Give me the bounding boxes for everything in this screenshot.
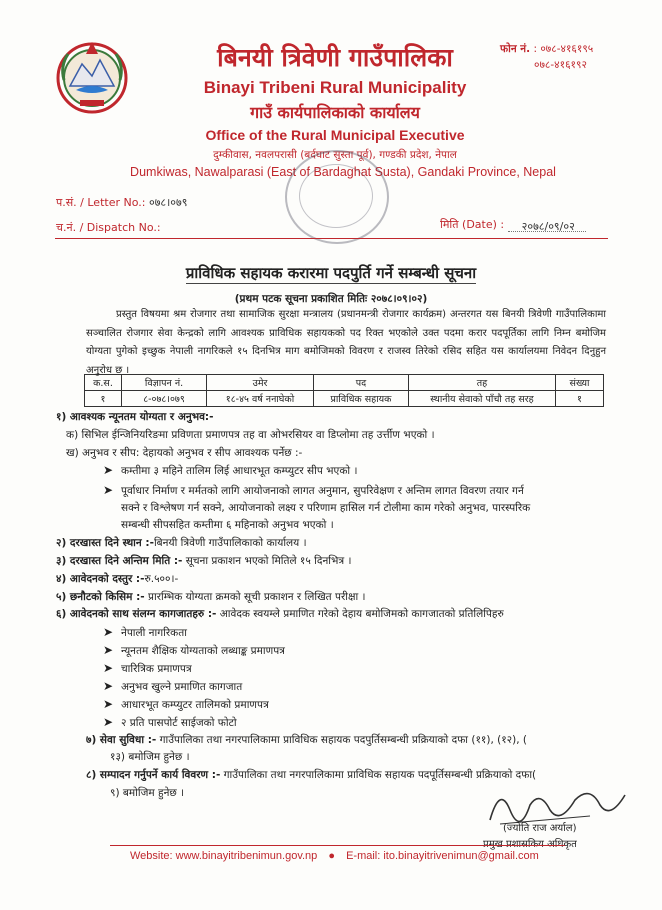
table-cell: १८-४५ वर्ष ननाघेको [207, 391, 314, 407]
table-cell: प्राविधिक सहायक [314, 391, 409, 407]
section-8-continuation: ९) बमोजिम हुनेछ । [110, 787, 185, 799]
arrow-bullet-icon: ➤ [103, 625, 114, 639]
arrow-bullet-icon: ➤ [103, 643, 114, 657]
section-6: ६) आवेदनको साथ संलग्न कागजातहरु :- आवेदक स्वयम्ले प्रमाणित गरेको देहाय बमोजिमको कागजातको प्रतिलिपिहरु [56, 608, 504, 620]
dispatch-label: च.नं. / Dispatch No.: [56, 221, 161, 234]
table-cell: ८-०७८।०७९ [122, 391, 207, 407]
list-item: ➤ आधारभूत कम्प्युटर तालिमको प्रमाणपत्र [103, 697, 269, 711]
phone-block: फोन नं. : ०७८-४१६१९५ ०७८-४१६१९२ [500, 43, 594, 71]
table-header: उमेर [207, 375, 314, 391]
list-item: ➤ कम्तीमा ३ महिने तालिम लिई आधारभूत कम्प्युटर सीप भएको । [103, 463, 358, 477]
dispatch-number [56, 220, 161, 235]
list-item: ➤ पूर्वाधार निर्माण र मर्मतको लागि आयोजनाको लागत अनुमान, सुपरिवेक्षण र अन्तिम लागत विवरण तयार गर्न [103, 483, 524, 497]
nepal-emblem-icon [52, 36, 132, 116]
footer-email: E-mail: ito.binayitrivenimun@gmail.com [346, 850, 539, 862]
footer [130, 850, 539, 862]
section-1-title: १) आवश्यक न्यूनतम योग्यता र अनुभव:- [56, 411, 214, 423]
vacancy-table [84, 374, 604, 407]
notice-title: प्राविधिक सहायक करारमा पदपुर्ति गर्ने सम्बन्धी सूचना [185, 264, 477, 282]
table-header: तह [409, 375, 556, 391]
phone-number-1: ०७८-४१६१९५ [540, 43, 594, 55]
phone-label: फोन नं. [500, 43, 531, 55]
letter-value: ०७८।०७९ [148, 196, 188, 209]
office-stamp [285, 150, 389, 244]
signatory-name: (ज्योति राज अर्याल) [503, 823, 577, 834]
table-cell: स्थानीय सेवाको पाँचौ तह सरह [409, 391, 556, 407]
letter-label: प.सं. / Letter No.: [56, 196, 146, 209]
arrow-bullet-icon: ➤ [103, 697, 114, 711]
section-2: २) दरखास्त दिने स्थान :-बिनयी त्रिवेणी गाउँपालिकाको कार्यालय । [56, 537, 307, 549]
office-title-en: Office of the Rural Municipal Executive [205, 127, 465, 143]
date-value: २०७८/०९/०२ [521, 220, 575, 233]
list-item: ➤ चारित्रिक प्रमाणपत्र [103, 661, 192, 675]
arrow-bullet-icon: ➤ [103, 661, 114, 675]
footer-website: Website: www.binayitribenimun.gov.np [130, 850, 318, 862]
municipality-title-en: Binayi Tribeni Rural Municipality [203, 78, 467, 97]
list-item: ➤ न्यूनतम शैक्षिक योग्यताको लब्धाङ्क प्रमाणपत्र [103, 643, 285, 657]
date-label: मिति (Date) : [440, 218, 505, 231]
signatory-title: प्रमुख प्रशासकिय अधिकृत [483, 839, 577, 850]
section-1-a: क) सिभिल ईन्जिनियरिङमा प्रविणता प्रमाणपत्र तह वा ओभरसियर वा डिप्लोमा तह उर्त्तीण भएको । [66, 429, 435, 441]
bullet-dot-icon: ● [328, 850, 336, 862]
arrow-bullet-icon: ➤ [103, 715, 114, 729]
list-item: ➤ नेपाली नागरिकता [103, 625, 187, 639]
arrow-bullet-icon: ➤ [103, 679, 114, 693]
phone-number-2: ०७८-४१६१९२ [534, 59, 587, 71]
list-item-continuation: सक्ने र विश्लेषण गर्न सक्ने, आयोजनाको लक्ष्य र परिणाम हासिल गर्न टोलीमा काम गरेको अनुभव, पारस्परिक [121, 502, 531, 514]
date-field [440, 217, 586, 232]
section-8: ८) सम्पादन गर्नुपर्ने कार्य विवरण :- गाउँपालिका तथा नगरपालिकामा प्राविधिक सहायक पदपूर्तिसम्बन्धी प्रक्रियाको दफा( [86, 769, 537, 781]
section-5: ५) छनौटको किसिम :- प्रारम्भिक योग्यता क्रमको सूची प्रकाशन र लिखित परीक्षा । [56, 591, 366, 603]
letter-number [56, 195, 187, 210]
office-title-np: गाउँ कार्यपालिकाको कार्यालय [250, 103, 420, 122]
table-header: विज्ञापन नं. [122, 375, 207, 391]
section-7-continuation: १३) बमोजिम हुनेछ । [110, 751, 190, 763]
section-1-b: ख) अनुभव र सीप: देहायको अनुभव र सीप आवश्यक पर्नेछ :- [66, 447, 303, 459]
section-7: ७) सेवा सुविधा :- गाउँपालिका तथा नगरपालिकामा प्राविधिक सहायक पदपुर्तिसम्बन्धी प्रक्रियाको दफा (११), (१२), ( [86, 734, 528, 746]
list-item-continuation: सम्बन्धी सीपसहित कम्तीमा ६ महिनाको अनुभव भएको । [121, 519, 334, 531]
notice-intro: प्रस्तुत विषयमा श्रम रोजगार तथा सामाजिक सुरक्षा मन्त्रालय (प्रधानमन्त्री रोजगार कार्यक्रम) अन्तरगत यस बिनयी त्रिवेणी गाउँपालिकामा सञ्चालित रोजगार सेवा केन्द्रको लागि आवश्यक प्राविधिक सहायकको पद रिक्त भएकोले उक्त पदमा करार पदपूर्तिका लागि निम्न बमोजिम योग्यता पुगेको इच्छुक नेपाली नागरिकले १५ दिनभित्र माग बमोजिमको विवरण र राजस्व तिरेको रसिद सहित यस कार्यालयमा निवेदन दिनुहुन अनुरोध छ । [86, 309, 606, 376]
table-cell: १ [85, 391, 122, 407]
header-divider [55, 238, 608, 239]
table-header-row [85, 375, 604, 391]
table-header: संख्या [556, 375, 604, 391]
arrow-bullet-icon: ➤ [103, 463, 114, 477]
section-3: ३) दरखास्त दिने अन्तिम मिति :- सूचना प्रकाशन भएको मितिले १५ दिनभित्र । [56, 555, 352, 567]
notice-subtitle: (प्रथम पटक सूचना प्रकाशित मितिः २०७८।०९।०२) [234, 293, 428, 305]
footer-divider [110, 845, 565, 846]
table-row [85, 391, 604, 407]
section-4: ४) आवेदनको दस्तुर :-रु.५००।- [56, 573, 179, 585]
table-header: क.स. [85, 375, 122, 391]
address-np: दुम्कीवास, नवलपरासी (बर्दघाट सुस्ता पूर्व), गण्डकी प्रदेश, नेपाल [213, 149, 457, 161]
table-cell: १ [556, 391, 604, 407]
list-item: ➤ २ प्रति पासपोर्ट साईजको फोटो [103, 715, 237, 729]
arrow-bullet-icon: ➤ [103, 483, 114, 497]
municipality-title-np: बिनयी त्रिवेणी गाउँपालिका [217, 43, 453, 72]
table-header: पद [314, 375, 409, 391]
list-item: ➤ अनुभव खुल्ने प्रमाणित कागजात [103, 679, 243, 693]
address-en: Dumkiwas, Nawalparasi (East of Bardaghat Susta), Gandaki Province, Nepal [130, 165, 556, 179]
